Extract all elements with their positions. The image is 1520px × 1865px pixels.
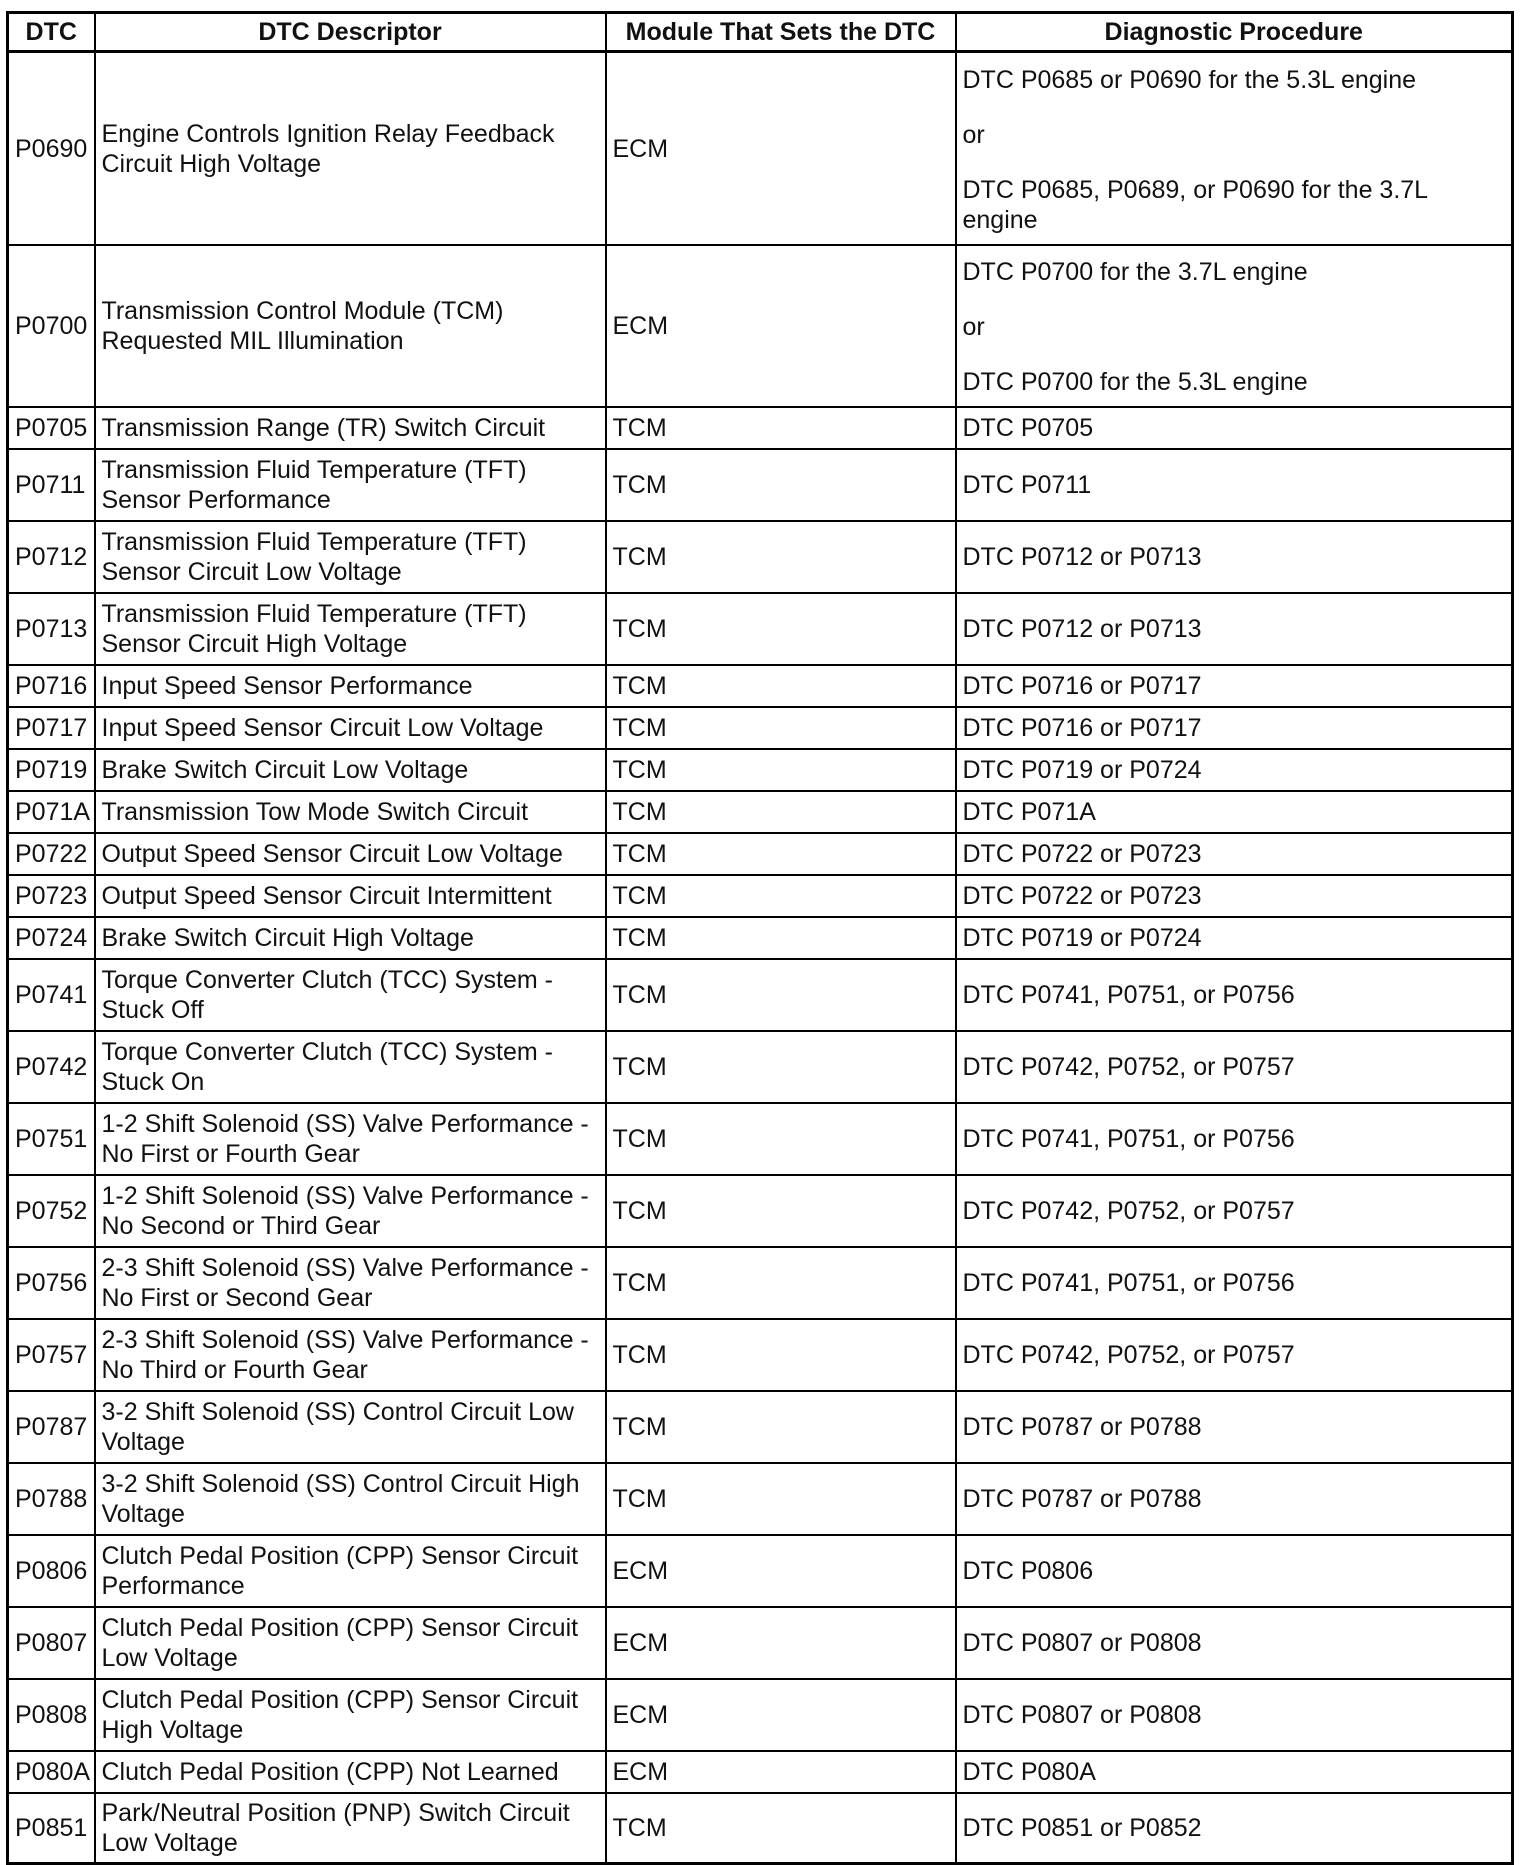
dtc-descriptor: Transmission Fluid Temperature (TFT) Sensor Circuit High Voltage [95,593,606,665]
table-row [8,521,1513,593]
diagnostic-procedure: DTC P0851 or P0852 [956,1793,1513,1864]
table-row [8,449,1513,521]
dtc-descriptor: Clutch Pedal Position (CPP) Sensor Circuit High Voltage [95,1679,606,1751]
diagnostic-procedure: DTC P0705 [956,407,1513,449]
dtc-code: P0705 [8,407,95,449]
setting-module: TCM [606,707,956,749]
dtc-code: P0722 [8,833,95,875]
diagnostic-procedure: DTC P0787 or P0788 [956,1463,1513,1535]
dtc-code: P0757 [8,1319,95,1391]
dtc-table [6,11,1514,1865]
table-row [8,1535,1513,1607]
dtc-code: P0690 [8,52,95,246]
setting-module: TCM [606,917,956,959]
dtc-code: P0751 [8,1103,95,1175]
dtc-descriptor: Torque Converter Clutch (TCC) System - Stuck Off [95,959,606,1031]
dtc-table-container [6,11,1511,1865]
setting-module: TCM [606,1319,956,1391]
dtc-code: P0724 [8,917,95,959]
table-row [8,1247,1513,1319]
table-row [8,665,1513,707]
setting-module: ECM [606,1607,956,1679]
dtc-descriptor: 3-2 Shift Solenoid (SS) Control Circuit High Voltage [95,1463,606,1535]
dtc-descriptor: Output Speed Sensor Circuit Low Voltage [95,833,606,875]
table-row [8,1103,1513,1175]
setting-module: ECM [606,1751,956,1793]
dtc-code: P0851 [8,1793,95,1864]
setting-module: TCM [606,593,956,665]
table-row [8,1391,1513,1463]
diagnostic-procedure [956,52,1513,246]
dtc-code: P0788 [8,1463,95,1535]
diagnostic-procedure: DTC P0722 or P0723 [956,833,1513,875]
dtc-code: P0808 [8,1679,95,1751]
setting-module: ECM [606,245,956,407]
dtc-descriptor: Brake Switch Circuit High Voltage [95,917,606,959]
diagnostic-procedure: DTC P0722 or P0723 [956,875,1513,917]
setting-module: TCM [606,791,956,833]
procedure-line: DTC P0700 for the 5.3L engine [962,368,1308,396]
dtc-code: P0723 [8,875,95,917]
diagnostic-procedure: DTC P0712 or P0713 [956,593,1513,665]
setting-module: ECM [606,52,956,246]
table-row [8,791,1513,833]
table-row [8,833,1513,875]
diagnostic-procedure: DTC P071A [956,791,1513,833]
diagnostic-procedure: DTC P0807 or P0808 [956,1679,1513,1751]
dtc-code: P0742 [8,1031,95,1103]
table-row [8,1751,1513,1793]
setting-module: TCM [606,449,956,521]
setting-module: ECM [606,1535,956,1607]
dtc-code: P0711 [8,449,95,521]
dtc-code: P0716 [8,665,95,707]
dtc-code: P0787 [8,1391,95,1463]
table-body [8,52,1513,1864]
diagnostic-procedure: DTC P0716 or P0717 [956,707,1513,749]
table-row [8,917,1513,959]
dtc-descriptor: 2-3 Shift Solenoid (SS) Valve Performance - No First or Second Gear [95,1247,606,1319]
dtc-descriptor: 1-2 Shift Solenoid (SS) Valve Performance - No Second or Third Gear [95,1175,606,1247]
diagnostic-procedure: DTC P0712 or P0713 [956,521,1513,593]
dtc-code: P0806 [8,1535,95,1607]
dtc-code: P0713 [8,593,95,665]
table-row [8,407,1513,449]
dtc-code: P0717 [8,707,95,749]
dtc-descriptor: Clutch Pedal Position (CPP) Sensor Circuit Low Voltage [95,1607,606,1679]
dtc-code: P080A [8,1751,95,1793]
setting-module: TCM [606,521,956,593]
dtc-descriptor: 3-2 Shift Solenoid (SS) Control Circuit Low Voltage [95,1391,606,1463]
dtc-code: P0712 [8,521,95,593]
setting-module: TCM [606,407,956,449]
diagnostic-procedure: DTC P0711 [956,449,1513,521]
dtc-code: P0756 [8,1247,95,1319]
table-row [8,875,1513,917]
diagnostic-procedure: DTC P0742, P0752, or P0757 [956,1319,1513,1391]
setting-module: TCM [606,959,956,1031]
table-row [8,1607,1513,1679]
setting-module: TCM [606,1463,956,1535]
setting-module: TCM [606,1793,956,1864]
setting-module: TCM [606,833,956,875]
column-header-procedure: Diagnostic Procedure [956,13,1513,52]
dtc-code: P0752 [8,1175,95,1247]
table-row [8,245,1513,407]
dtc-descriptor: Torque Converter Clutch (TCC) System - Stuck On [95,1031,606,1103]
setting-module: TCM [606,1391,956,1463]
dtc-code: P0719 [8,749,95,791]
setting-module: TCM [606,1031,956,1103]
setting-module: TCM [606,1175,956,1247]
table-row [8,1031,1513,1103]
procedure-line: DTC P0685, P0689, or P0690 for the 3.7L engine [962,175,1428,234]
setting-module: TCM [606,1103,956,1175]
table-row [8,749,1513,791]
dtc-descriptor: Input Speed Sensor Circuit Low Voltage [95,707,606,749]
table-header-row [8,13,1513,52]
column-header-dtc: DTC [8,13,95,52]
diagnostic-procedure: DTC P0806 [956,1535,1513,1607]
diagnostic-procedure: DTC P0741, P0751, or P0756 [956,1103,1513,1175]
dtc-descriptor: 2-3 Shift Solenoid (SS) Valve Performance - No Third or Fourth Gear [95,1319,606,1391]
dtc-descriptor: Transmission Tow Mode Switch Circuit [95,791,606,833]
table-row [8,52,1513,246]
dtc-descriptor: Transmission Range (TR) Switch Circuit [95,407,606,449]
setting-module: TCM [606,665,956,707]
diagnostic-procedure: DTC P0807 or P0808 [956,1607,1513,1679]
diagnostic-procedure: DTC P0741, P0751, or P0756 [956,1247,1513,1319]
dtc-descriptor: Clutch Pedal Position (CPP) Sensor Circuit Performance [95,1535,606,1607]
table-row [8,1175,1513,1247]
table-row [8,959,1513,1031]
diagnostic-procedure: DTC P0742, P0752, or P0757 [956,1031,1513,1103]
diagnostic-procedure: DTC P0719 or P0724 [956,749,1513,791]
diagnostic-procedure: DTC P080A [956,1751,1513,1793]
dtc-code: P0807 [8,1607,95,1679]
setting-module: TCM [606,875,956,917]
table-row [8,707,1513,749]
setting-module: TCM [606,749,956,791]
setting-module: ECM [606,1679,956,1751]
setting-module: TCM [606,1247,956,1319]
dtc-descriptor: Brake Switch Circuit Low Voltage [95,749,606,791]
table-row [8,1793,1513,1864]
dtc-code: P0700 [8,245,95,407]
procedure-line: or [962,313,985,341]
dtc-descriptor: Engine Controls Ignition Relay Feedback Circuit High Voltage [95,52,606,246]
dtc-descriptor: Transmission Fluid Temperature (TFT) Sensor Circuit Low Voltage [95,521,606,593]
table-row [8,593,1513,665]
dtc-code: P071A [8,791,95,833]
diagnostic-procedure: DTC P0741, P0751, or P0756 [956,959,1513,1031]
table-row [8,1319,1513,1391]
dtc-code: P0741 [8,959,95,1031]
diagnostic-procedure: DTC P0742, P0752, or P0757 [956,1175,1513,1247]
dtc-descriptor: Input Speed Sensor Performance [95,665,606,707]
table-row [8,1679,1513,1751]
column-header-descriptor: DTC Descriptor [95,13,606,52]
procedure-line: or [962,120,985,149]
dtc-descriptor: Park/Neutral Position (PNP) Switch Circuit Low Voltage [95,1793,606,1864]
dtc-descriptor: Clutch Pedal Position (CPP) Not Learned [95,1751,606,1793]
diagnostic-procedure [956,245,1513,407]
diagnostic-procedure: DTC P0787 or P0788 [956,1391,1513,1463]
dtc-descriptor: Transmission Control Module (TCM) Requested MIL Illumination [95,245,606,407]
procedure-line: DTC P0700 for the 3.7L engine [962,258,1308,286]
diagnostic-procedure: DTC P0716 or P0717 [956,665,1513,707]
dtc-descriptor: Output Speed Sensor Circuit Intermittent [95,875,606,917]
procedure-line: DTC P0685 or P0690 for the 5.3L engine [962,65,1417,94]
column-header-module: Module That Sets the DTC [606,13,956,52]
dtc-descriptor: Transmission Fluid Temperature (TFT) Sensor Performance [95,449,606,521]
table-row [8,1463,1513,1535]
diagnostic-procedure: DTC P0719 or P0724 [956,917,1513,959]
dtc-descriptor: 1-2 Shift Solenoid (SS) Valve Performance - No First or Fourth Gear [95,1103,606,1175]
